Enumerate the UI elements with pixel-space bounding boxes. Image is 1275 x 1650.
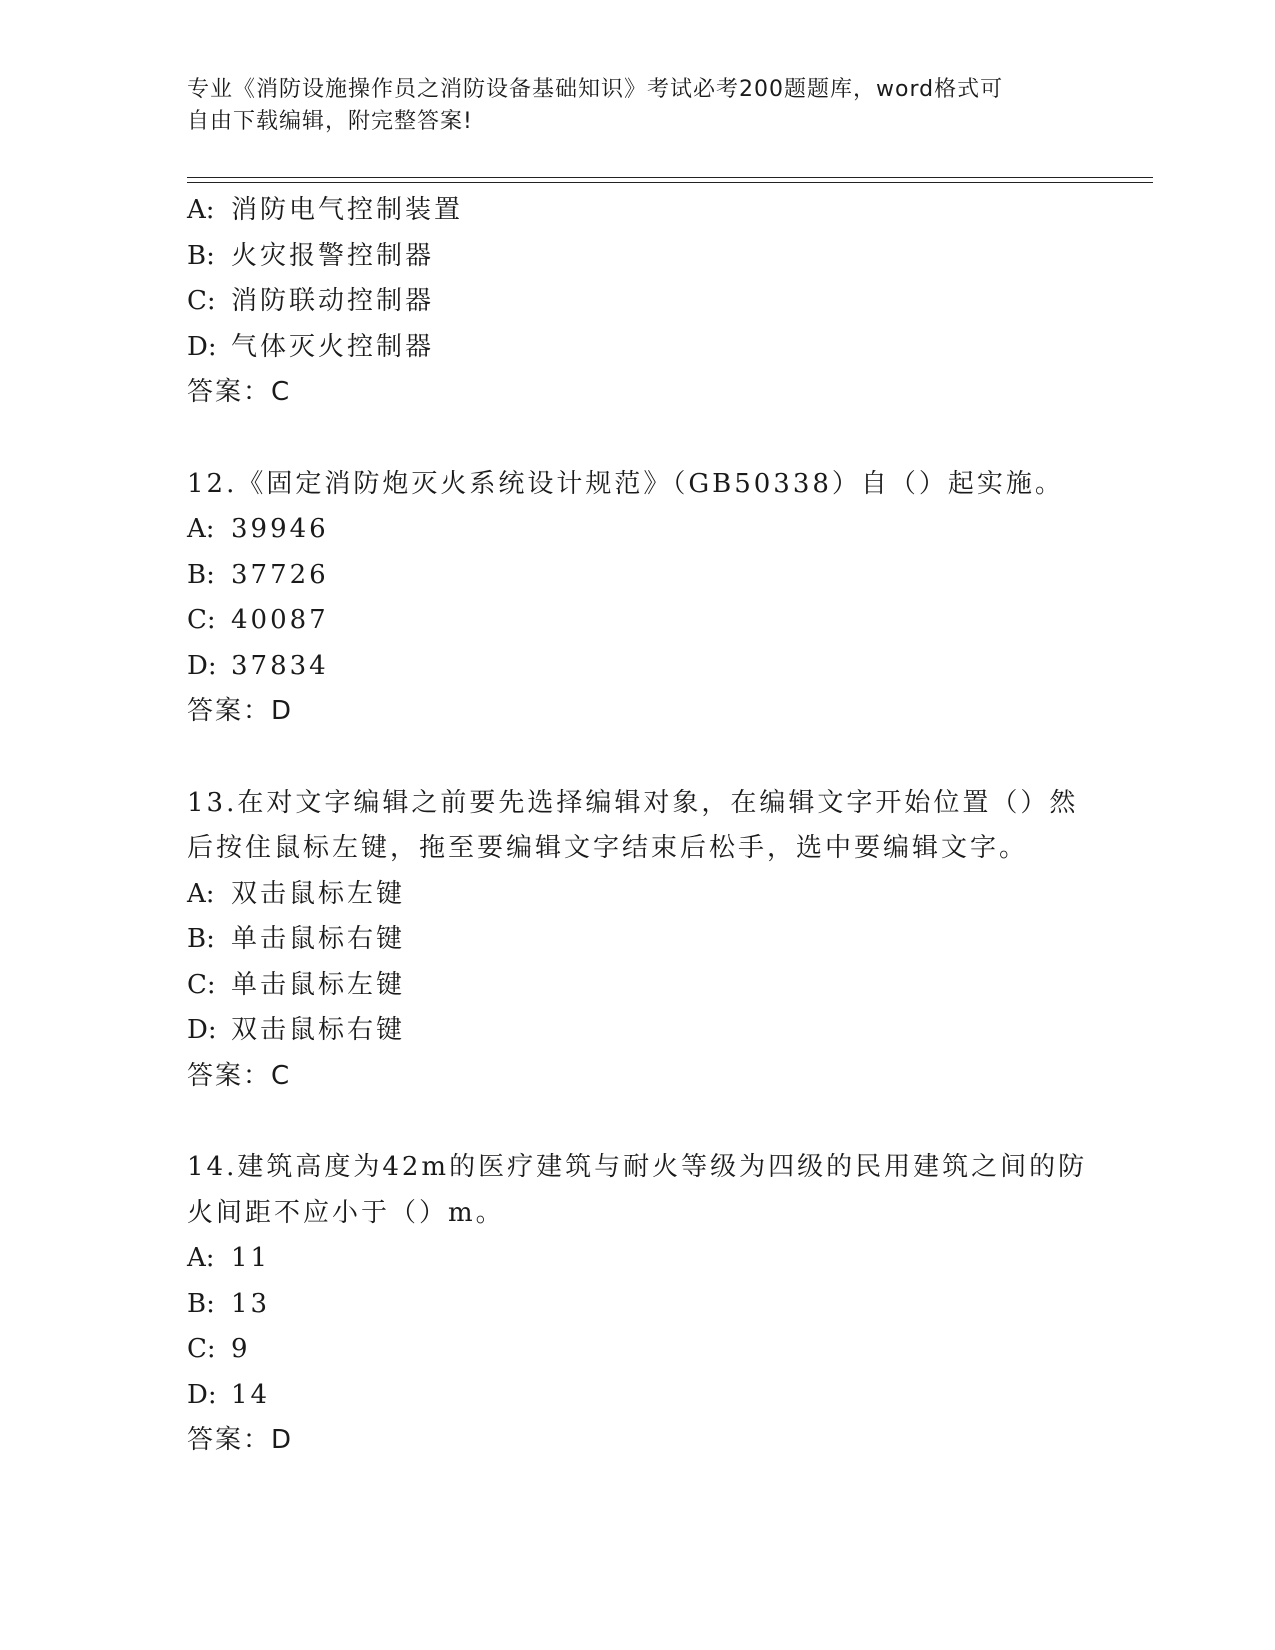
option-key: A: [187, 1243, 215, 1273]
option-row [187, 325, 1087, 371]
option-text: 单击鼠标右键 [231, 924, 406, 954]
header-divider-top [187, 177, 1153, 178]
option-key: B: [187, 924, 215, 954]
option-row [187, 644, 1087, 690]
question-stem-line: 14.建筑高度为42m的医疗建筑与耐火等级为四级的民用建筑之间的防 [187, 1152, 1088, 1182]
option-text: 40087 [231, 605, 329, 635]
option-row [187, 872, 1087, 918]
option-key: B: [187, 1288, 215, 1319]
header-line-1: 专业《消防设施操作员之消防设备基础知识》考试必考200题题库，word格式可 [187, 77, 1004, 102]
option-key: B: [187, 559, 215, 590]
option-text: 双击鼠标左键 [231, 878, 406, 909]
option-row [187, 1373, 1087, 1419]
option-text: 消防电气控制装置 [231, 195, 464, 225]
option-row [187, 1327, 1087, 1373]
option-key: C: [187, 605, 216, 635]
option-row [187, 188, 1087, 234]
option-key: C: [187, 969, 216, 1000]
option-row [187, 598, 1087, 644]
option-text: 14 [231, 1379, 271, 1410]
option-text: 13 [231, 1288, 271, 1319]
option-row [187, 234, 1087, 280]
option-key: D: [187, 650, 217, 681]
option-text: 11 [231, 1243, 271, 1273]
option-row [187, 917, 1087, 963]
question-stem-line: 后按住鼠标左键，拖至要编辑文字结束后松手，选中要编辑文字。 [187, 833, 1029, 863]
option-text: 单击鼠标左键 [231, 969, 406, 1000]
document-header [187, 74, 1067, 138]
question-stem-line: 13.在对文字编辑之前要先选择编辑对象，在编辑文字开始位置（）然 [187, 787, 1079, 818]
option-text: 气体灭火控制器 [231, 331, 435, 362]
question-list [187, 188, 1087, 1464]
question-stem-line: 火间距不应小于（）m。 [187, 1197, 505, 1228]
question-stem-line: 12.《固定消防炮灭火系统设计规范》（GB50338）自（）起实施。 [187, 468, 1064, 499]
option-text: 火灾报警控制器 [231, 240, 435, 271]
option-key: D: [187, 331, 217, 362]
header-divider-bottom [187, 182, 1153, 183]
option-key: D: [187, 1379, 217, 1410]
option-row [187, 1236, 1087, 1282]
header-line-2: 自由下载编辑，附完整答案! [187, 109, 473, 134]
question-block [187, 1145, 1087, 1464]
option-key: C: [187, 1334, 216, 1364]
option-key: D: [187, 1015, 217, 1045]
option-row [187, 507, 1087, 553]
option-row [187, 279, 1087, 325]
option-text: 37726 [231, 559, 329, 590]
option-row [187, 1008, 1087, 1054]
option-text: 39946 [231, 514, 329, 544]
question-block [187, 462, 1087, 735]
option-row [187, 553, 1087, 599]
option-key: A: [187, 878, 215, 909]
option-row [187, 1282, 1087, 1328]
option-key: B: [187, 240, 215, 271]
answer-line: 答案：D [187, 1425, 294, 1455]
answer-line: 答案：D [187, 696, 294, 726]
question-block [187, 188, 1087, 416]
option-key: C: [187, 286, 216, 316]
option-text: 9 [231, 1334, 251, 1364]
option-text: 37834 [231, 650, 329, 681]
option-text: 双击鼠标右键 [231, 1015, 406, 1045]
answer-line: 答案：C [187, 377, 292, 407]
option-key: A: [187, 514, 215, 544]
option-key: A: [187, 195, 215, 225]
option-text: 消防联动控制器 [231, 286, 435, 316]
answer-line: 答案：C [187, 1060, 292, 1091]
question-block [187, 781, 1087, 1100]
option-row [187, 963, 1087, 1009]
